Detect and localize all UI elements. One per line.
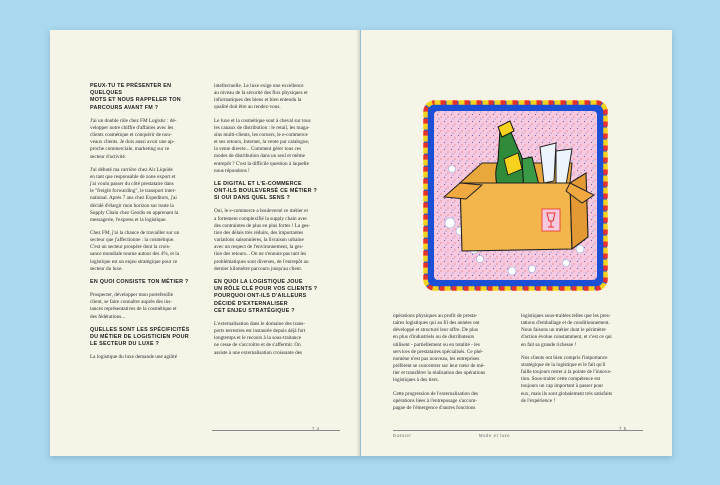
paragraph: Oui, le e-commerce a bouleversé ce métier et a fortement complexifié la supply chain avec des contraintes de plus en plus fortes ! La ges- tion des délais très réduits, des importantes variations saisonnières, la livraison urbaine avec un respect de l'environnement, la ges- tion des retours... On ne s'ennuie pas tant les problématiques sont diverses, de l'entrepôt au dernier kilomètre parcouru jusqu'au client. [214,208,311,272]
paragraph: intellectuelle. Le luxe exige une excellence au niveau de la sécurité des flux physiques et informatiques des biens et bien entendu la qualité doit être au rendez-vous. [214,83,308,111]
left-column-1 [90,83,202,368]
right-column-2 [521,313,637,411]
left-page [50,30,360,456]
paragraph: J'ai débuté ma carrière chez Air Liquide en tant que responsable de zone export et j'ai voulu passer du côté prestataire dans le "freight forwarding", le transport inter- national. Après 7 ans chez Expeditors, j'ai décidé d'élargir mon horizon sur toute la Supply Chain chez Geodis en apprenant la messagerie, l'express et la logistique. [90,166,179,223]
question-heading: EN QUOI LA LOGISTIQUE JOUE UN RÔLE CLÉ POUR VOS CLIENTS ? POURQUOI ONT-ILS D'AILLEURS DÉCIDÉ D'EXTERNALISER CET ENJEU STRATÉGIQUE ? [214,278,318,314]
paragraph: logistiques sous-traitées telles que les pres- tations d'emballage et de conditionnement. Nous faisons un métier dont le périmètre d'action évolue constamment, et c'est ce qui en fait sa grande richesse ! [521,313,612,348]
footer-title: Mode et luxe [479,433,511,438]
right-column-1 [393,313,509,418]
right-page [361,30,672,456]
paragraph: opérations physiques au profit de presta- taires logistiques qui au fil des années ont développé et structuré leur offre. De plus en plus d'industriels ou de distributeurs utilisent - partiellement ou en totalité - les services de prestataires spécialisés. Ce phé- nomène n'est pas nouveau, les entreprises préfèrent se concentrer sur leur cœur de mé- tier et transférer la réalisation des opérations logistiques à des tiers. [393,313,486,384]
fragile-glass-icon [542,209,560,231]
question-heading: EN QUOI CONSISTE TON MÉTIER ? [90,278,189,285]
question-heading: QUELLES SONT LES SPÉCIFICITÉS DU MÉTIER DE LOGISTICIEN POUR LE SECTEUR DU LUXE ? [90,326,190,348]
paragraph: Prospecter, développer mon portefeuille client, se faire connaître auprès des ins- tances représentatives de la cosmétique et des fédérations... [90,292,177,320]
paragraph: Cette progression de l'externalisation des opérations liées à l'entreposage s'accom- pagne de l'émergence d'autres fonctions [393,390,479,411]
paragraph: La logistique du luxe demande une agilité [90,354,178,361]
footer-rule [393,430,643,431]
paragraph: Chez FM, j'ai la chance de travailler sur un secteur que j'affectionne : la cosmétique. C'est un secteur prospère dont la crois- sance mondiale tourne autour des 4%, et la logistique est un enjeu stratégique pour ce secteur du luxe. [90,230,180,272]
paragraph: J'ai un double rôle chez FM Logistic : dé- velopper notre chiffre d'affaires avec les clients cosmétique et conquérir de nou- veaux clients. Je dois aussi avoir une ap- proche commerciale, marketing sur ce secteur d'activité. [90,117,177,160]
footer-rule [212,430,340,431]
paragraph: Nos clients ont bien compris l'importance stratégique de la logistique et le fait qu'il faille toujours rester à la pointe de l'innova- tion. Sous-traiter cette compétence est toujours un cap important à passer pour eux, mais ils sont globalement très satisfaits de l'expérience ! [521,354,613,404]
page-number: 7 5 [619,426,627,431]
question-heading: LE DIGITAL ET L'E-COMMERCE ONT-ILS BOULEVERSÉ CE MÉTIER ? SI OUI DANS QUEL SENS ? [214,180,318,202]
champagne-box-illustration [422,99,609,292]
magazine-spread [50,30,672,456]
left-column-2 [214,83,330,363]
paragraph: L'externalisation dans le domaine des trans- ports terrestres est instaurée depuis déjà fort longtemps et le recours à la sous-traitance ne cesse de s'accroître et de s'affermir. On assiste à une externalisation croissante des [214,320,306,356]
footer-section: Dossier [393,433,412,438]
page-number: 7 4 [312,426,320,431]
question-heading: PEUX-TU TE PRÉSENTER EN QUELQUES MOTS ET NOUS RAPPELER TON PARCOURS AVANT FM ? [90,83,181,111]
paragraph: Le luxe et la cosmétique sont à cheval sur tous les canaux de distribution : le retail, les maga- sins multi-clients, les corners, le e-commerce et ses retours, Internet, la vente par catalogue, la vente directe... Comment gérer tous ces modes de distribution dans un seul et même entrepôt ? C'est la difficile question à laquelle nous répondons ! [214,117,311,174]
